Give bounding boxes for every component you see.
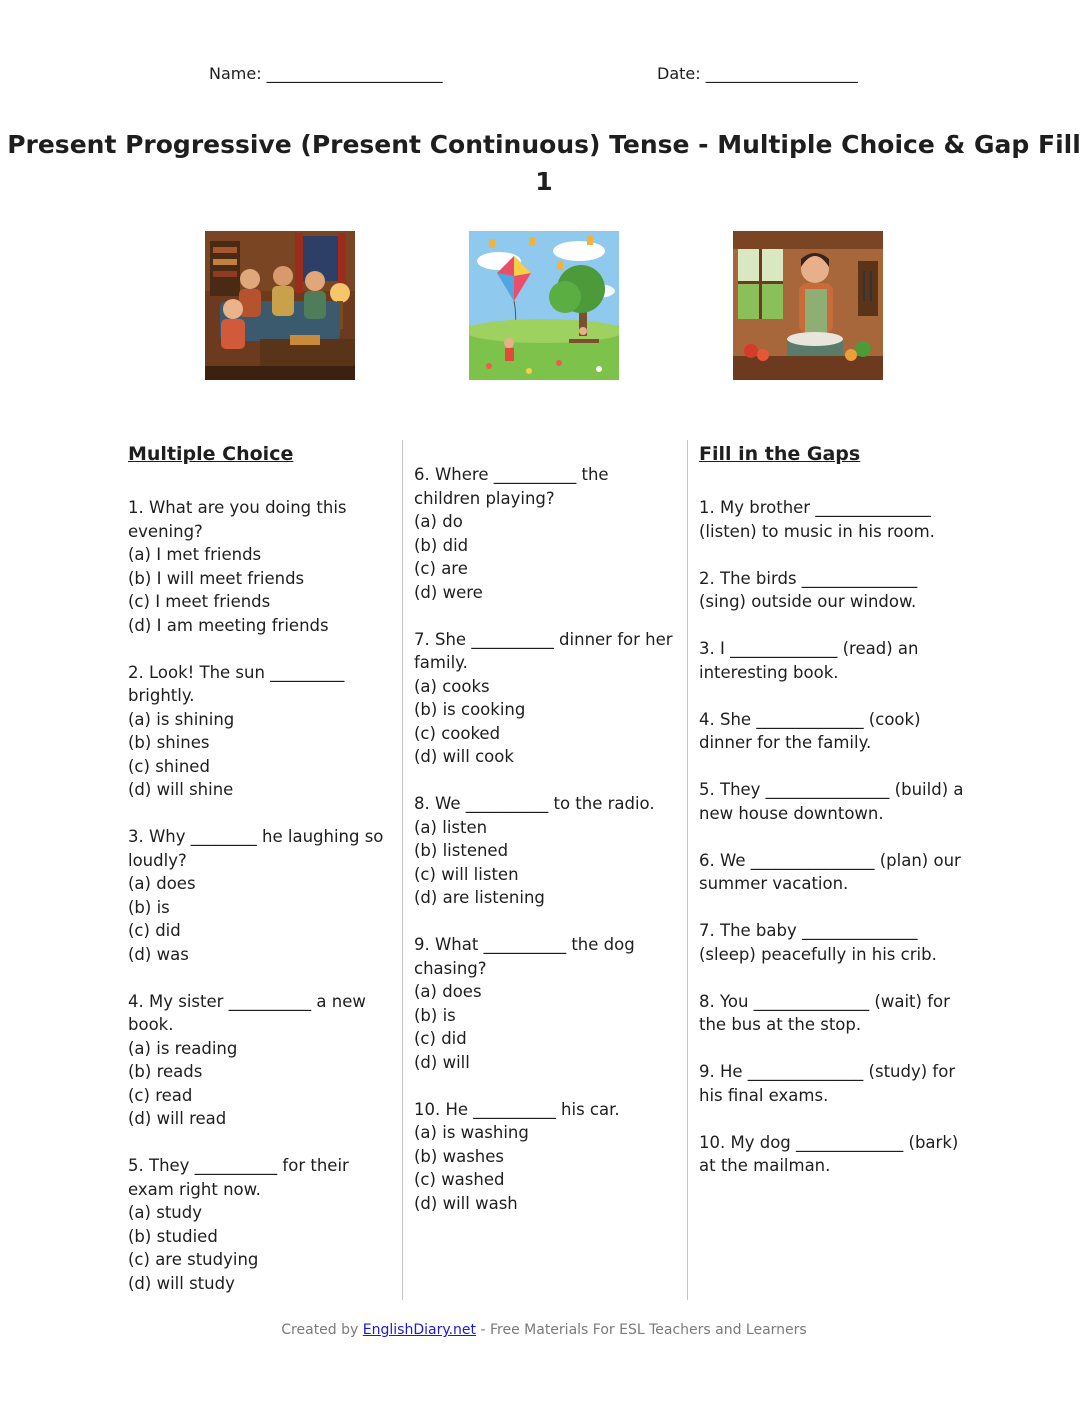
mc-question-1 <box>128 496 388 637</box>
option-c: (c) cooked <box>414 723 501 743</box>
kite-park-image <box>469 231 619 380</box>
option-c: (c) did <box>414 1029 467 1048</box>
gap-fill-item-4: 4. She _____________ (cook) dinner for the family. <box>699 709 921 752</box>
option-a: (a) does <box>128 874 196 893</box>
option-b: (b) is <box>128 897 170 917</box>
option-c: (c) are studying <box>128 1250 259 1269</box>
option-b: (b) is cooking <box>414 700 526 719</box>
option-d: (d) was <box>128 944 189 964</box>
option-d: (d) I am meeting friends <box>128 615 329 635</box>
mc-question-6 <box>414 463 676 604</box>
gap-fill-item-6: 6. We _______________ (plan) our summer vacation. <box>699 850 961 893</box>
name-field: Name: ______________________ <box>209 64 443 83</box>
gap-fill-item-10: 10. My dog _____________ (bark) at the mailman. <box>699 1132 959 1175</box>
option-d: (d) will <box>414 1052 470 1072</box>
option-c: (c) washed <box>414 1170 505 1189</box>
question-text: 7. She __________ dinner for her family. <box>414 629 673 672</box>
gap-fill-item-1: 1. My brother ______________ (listen) to music in his room. <box>699 498 935 541</box>
gap-fill-heading: Fill in the Gaps <box>699 443 861 465</box>
kite-park-illustration <box>469 231 619 380</box>
option-b: (b) listened <box>414 841 509 860</box>
option-d: (d) will wash <box>414 1193 518 1213</box>
mc-question-4 <box>128 990 388 1131</box>
date-field: Date: ___________________ <box>657 64 858 83</box>
option-b: (b) I will meet friends <box>128 568 305 588</box>
footer <box>0 1322 1088 1338</box>
family-living-room-image <box>205 231 355 380</box>
question-text: 4. My sister __________ a new book. <box>128 991 366 1034</box>
option-b: (b) washes <box>414 1146 505 1166</box>
question-text: 6. Where __________ the children playing? <box>414 465 609 508</box>
option-b: (b) is <box>414 1005 456 1025</box>
option-a: (a) is washing <box>414 1123 529 1142</box>
mc-question-5 <box>128 1154 388 1295</box>
englishdiary-link[interactable]: EnglishDiary.net <box>362 1322 477 1338</box>
question-text: 3. Why ________ he laughing so loudly? <box>128 827 384 870</box>
kitchen-cooking-illustration <box>733 231 883 380</box>
option-c: (c) will listen <box>414 864 519 884</box>
family-living-room-illustration <box>205 231 355 380</box>
footer-prefix: Created by <box>281 1322 359 1338</box>
option-d: (d) will read <box>128 1109 227 1128</box>
option-d: (d) will shine <box>128 780 234 799</box>
option-c: (c) did <box>128 921 181 940</box>
option-c: (c) are <box>414 559 468 578</box>
gap-fill-item-3: 3. I _____________ (read) an interesting book. <box>699 639 919 682</box>
gap-fill-item-5: 5. They _______________ (build) a new house downtown. <box>699 780 964 823</box>
question-text: 9. What __________ the dog chasing? <box>414 935 635 978</box>
worksheet-title: Present Progressive (Present Continuous) Tense - Multiple Choice & Gap Fill 1 <box>7 130 1081 196</box>
option-a: (a) is shining <box>128 709 235 729</box>
gap-fill-item-7: 7. The baby ______________ (sleep) peacefully in his crib. <box>699 921 937 964</box>
option-b: (b) did <box>414 535 469 555</box>
footer-suffix: - Free Materials For ESL Teachers and Learners <box>480 1322 807 1338</box>
gap-fill-column <box>699 442 964 1201</box>
column-divider-2 <box>687 440 688 1300</box>
multiple-choice-column-1 <box>128 442 388 1319</box>
mc-question-10 <box>414 1098 676 1216</box>
option-d: (d) will study <box>128 1273 235 1293</box>
option-a: (a) does <box>414 982 482 1001</box>
column-divider-1 <box>402 440 403 1300</box>
gap-fill-item-9: 9. He ______________ (study) for his final exams. <box>699 1062 956 1105</box>
option-c: (c) read <box>128 1085 193 1105</box>
mc-question-8 <box>414 792 676 910</box>
question-text: 1. What are you doing this evening? <box>128 498 347 541</box>
option-b: (b) shines <box>128 733 210 752</box>
gap-fill-item-8: 8. You ______________ (wait) for the bus at the stop. <box>699 991 950 1034</box>
option-d: (d) were <box>414 582 483 602</box>
option-a: (a) do <box>414 512 463 531</box>
mc-question-2 <box>128 661 388 802</box>
option-c: (c) I meet friends <box>128 592 271 611</box>
mc-question-9 <box>414 933 676 1074</box>
option-a: (a) I met friends <box>128 545 262 564</box>
mc-question-3 <box>128 825 388 966</box>
option-a: (a) listen <box>414 817 488 837</box>
question-text: 10. He __________ his car. <box>414 1099 620 1119</box>
question-text: 8. We __________ to the radio. <box>414 794 655 813</box>
option-a: (a) cooks <box>414 676 490 696</box>
kitchen-cooking-image <box>733 231 883 380</box>
option-a: (a) study <box>128 1203 202 1222</box>
multiple-choice-heading: Multiple Choice <box>128 443 294 465</box>
mc-question-7 <box>414 628 676 769</box>
option-d: (d) are listening <box>414 888 545 907</box>
multiple-choice-column-2 <box>414 463 676 1239</box>
option-b: (b) studied <box>128 1226 218 1246</box>
option-d: (d) will cook <box>414 747 514 766</box>
question-text: 5. They __________ for their exam right now. <box>128 1156 349 1199</box>
option-b: (b) reads <box>128 1062 203 1081</box>
question-text: 2. Look! The sun _________ brightly. <box>128 662 345 705</box>
option-a: (a) is reading <box>128 1038 238 1058</box>
option-c: (c) shined <box>128 756 210 776</box>
gap-fill-item-2: 2. The birds ______________ (sing) outside our window. <box>699 568 918 611</box>
